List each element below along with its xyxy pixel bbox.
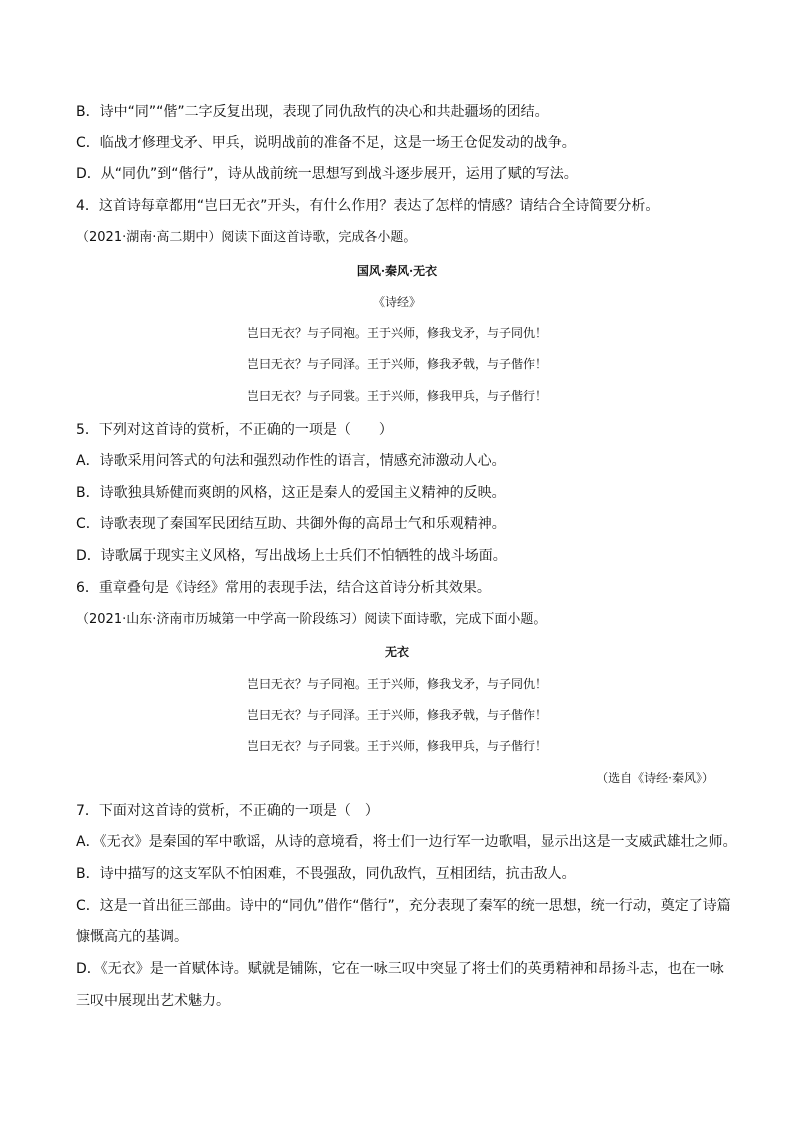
poem2-line-3: 岂曰无衣？与子同裳。王于兴师，修我甲兵，与子偕行！ [246, 389, 547, 403]
q7-option-b: B．诗中描写的这支军队不怕困难，不畏强敌，同仇敌忾，互相团结，抗击敌人。 [76, 866, 576, 882]
poem2-source: 《诗经》 [372, 295, 421, 309]
question-5: 5．下列对这首诗的赏析，不正确的一项是（ ） [76, 422, 393, 438]
poem3-title: 无衣 [384, 645, 409, 659]
q7-option-d-line-2: 三叹中展现出艺术魅力。 [76, 993, 230, 1009]
q5-option-a: A．诗歌采用问答式的句法和强烈动作性的语言，情感充沛激动人心。 [76, 453, 506, 469]
q5-option-d: D．诗歌属于现实主义风格，写出战场上士兵们不怕牺牲的战斗场面。 [76, 548, 507, 564]
question-7: 7．下面对这首诗的赏析，不正确的一项是（ ） [76, 803, 379, 819]
q7-option-c-line-2: 慷慨高亢的基调。 [76, 929, 188, 945]
poem2-line-2: 岂曰无衣？与子同泽。王于兴师，修我矛戟，与子偕作！ [246, 357, 547, 371]
option-d-q3: D．从“同仇”到“偕行”，诗从战前统一思想写到战斗逐步展开，运用了赋的写法。 [76, 166, 578, 182]
q7-option-a: A．《无衣》是秦国的军中歌谣，从诗的意境看，将士们一边行军一边歌唱，显示出这是一支威武雄壮之师。 [76, 834, 737, 850]
intro-hunan: （2021·湖南·高二期中）阅读下面这首诗歌，完成各小题。 [76, 230, 417, 245]
q7-option-c-line-1: C．这是一首出征三部曲。诗中的“同仇”借作“偕行”，充分表现了秦军的统一思想，统一行动，奠定了诗篇 [76, 898, 731, 914]
intro-shandong: （2021·山东·济南市历城第一中学高一阶段练习）阅读下面诗歌，完成下面小题。 [76, 612, 547, 627]
poem3-line-2: 岂曰无衣？与子同泽。王于兴师，修我矛戟，与子偕作！ [246, 708, 547, 722]
option-c-q3: C．临战才修理戈矛、甲兵，说明战前的准备不足，这是一场王仓促发动的战争。 [76, 135, 576, 151]
poem3-line-3: 岂曰无衣？与子同裳。王于兴师，修我甲兵，与子偕行！ [246, 739, 547, 753]
q5-option-b: B．诗歌独具矫健而爽朗的风格，这正是秦人的爱国主义精神的反映。 [76, 485, 506, 501]
option-b-q3: B．诗中“同”“偕”二字反复出现，表现了同仇敌忾的决心和共赴疆场的团结。 [76, 104, 549, 120]
poem2-title: 国风·秦风·无衣 [356, 264, 438, 278]
question-4: 4．这首诗每章都用“岂曰无衣”开头，有什么作用？表达了怎样的情感？请结合全诗简要分析。 [76, 198, 660, 214]
q5-option-c: C．诗歌表现了秦国军民团结互助、共御外侮的高昂士气和乐观精神。 [76, 516, 506, 532]
poem2-line-1: 岂曰无衣？与子同袍。王于兴师，修我戈矛，与子同仇！ [246, 326, 547, 340]
question-6: 6．重章叠句是《诗经》常用的表现手法，结合这首诗分析其效果。 [76, 580, 491, 596]
q7-option-d-line-1: D．《无衣》是一首赋体诗。赋就是铺陈，它在一咏三叹中突显了将士们的英勇精神和昂扬斗志，也在一咏 [76, 961, 724, 977]
poem3-source: （选自《诗经·秦风》） [596, 771, 714, 785]
poem3-line-1: 岂曰无衣？与子同袍。王于兴师，修我戈矛，与子同仇！ [246, 677, 547, 691]
